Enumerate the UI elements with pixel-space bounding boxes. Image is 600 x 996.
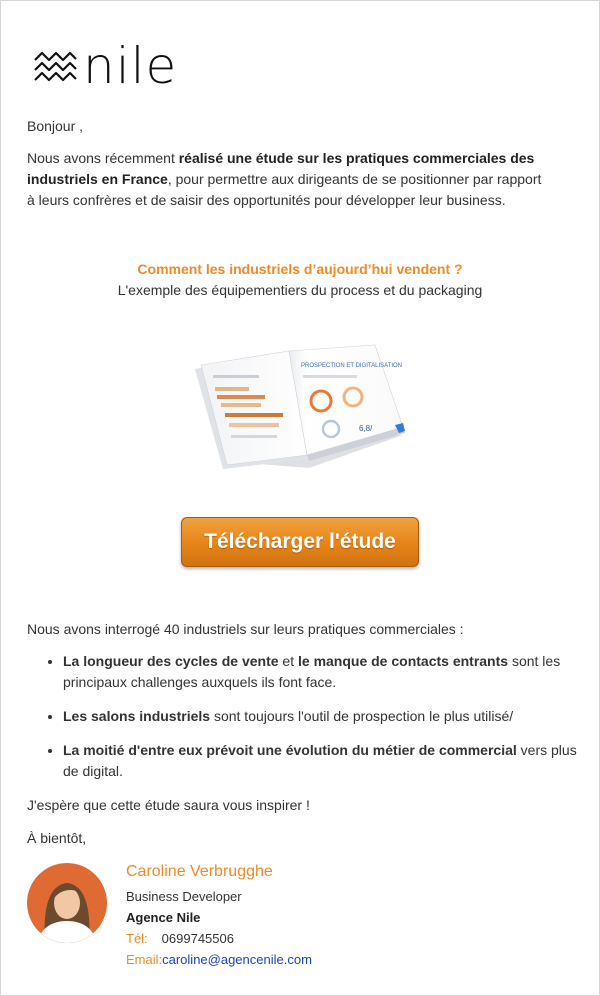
survey-intro: Nous avons interrogé 40 industriels sur leurs pratiques commerciales :	[27, 621, 464, 637]
brand-name: nile	[83, 37, 178, 95]
intro-bold: réalisé une étude sur les pratiques commerciales des industriels en France	[27, 150, 535, 187]
finding-bold: Les salons industriels	[63, 708, 211, 724]
list-item	[63, 706, 593, 727]
study-title: Comment les industriels d’aujourd’hui vendent ?	[137, 261, 463, 277]
intro-text-1: Nous avons récemment	[27, 150, 179, 166]
finding-bold: La moitié d'entre eux prévoit une évolution du métier de commercial	[63, 742, 517, 758]
download-study-button[interactable]: Télécharger l'étude	[181, 517, 419, 567]
signoff: À bientôt,	[27, 830, 87, 846]
list-item	[63, 740, 593, 782]
phone-number[interactable]: 0699745506	[161, 931, 234, 946]
email-label: Email:	[126, 952, 163, 967]
finding-bold: le manque de contacts entrants	[298, 653, 509, 669]
finding-bold: La longueur des cycles de vente	[63, 653, 279, 669]
study-booklet-image[interactable]	[191, 339, 407, 476]
svg-text:6,8/: 6,8/	[359, 424, 373, 433]
findings-list	[27, 651, 593, 795]
signature-email	[126, 951, 312, 969]
phone-label: Tél:	[126, 931, 148, 946]
closing-line: J'espère que cette étude saura vous inspirer !	[27, 797, 310, 813]
finding-text: vers plus de digital.	[63, 742, 577, 779]
signature-role: Business Developer	[126, 889, 242, 904]
signature-name: Caroline Verbrugghe	[126, 863, 273, 880]
signature-company: Agence Nile	[126, 910, 201, 925]
study-subtitle: L'exemple des équipementiers du process et du packaging	[117, 282, 483, 298]
greeting: Bonjour ,	[27, 118, 84, 134]
avatar	[27, 863, 107, 943]
intro-text-2: , pour permettre aux dirigeants de se positionner par rapport à leurs confrères et de saisir des opportunités pour développer leur business.	[27, 171, 542, 208]
intro-paragraph	[27, 148, 547, 211]
finding-text: et	[278, 653, 298, 669]
finding-text: sont les principaux challenges auxquels ils font face.	[63, 653, 561, 690]
list-item	[63, 651, 593, 693]
waves-icon	[33, 50, 77, 82]
signature-phone	[126, 930, 234, 948]
nile-logo[interactable]	[33, 37, 178, 95]
email-link[interactable]: caroline@agencenile.com	[162, 952, 312, 967]
finding-text: sont toujours l'outil de prospection le plus utilisé/	[210, 708, 514, 724]
svg-text:PROSPECTION ET DIGITALISATION: PROSPECTION ET DIGITALISATION	[301, 363, 403, 369]
